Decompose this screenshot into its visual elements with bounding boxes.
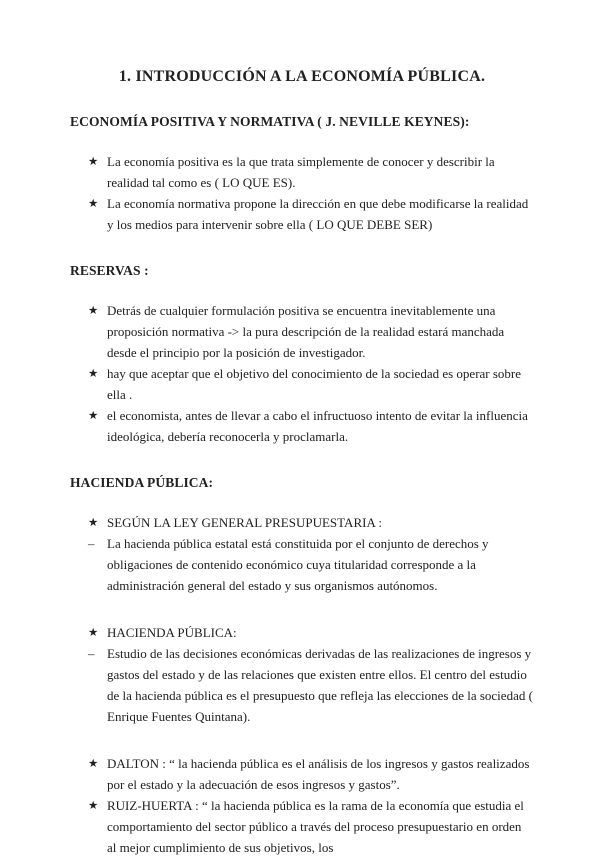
star-bullet-icon: ★ xyxy=(88,366,99,380)
section-heading: RESERVAS : xyxy=(70,263,149,278)
bullet-list xyxy=(70,622,534,727)
item-text: Estudio de las decisiones económicas derivadas de las realizaciones de ingresos y gastos del estado y de las relaciones que existen entre ellos. El centro del estudio de la hacienda pública es el presupuesto que refleja las elecciones de la sociedad ( Enrique Fuentes Quintana). xyxy=(107,646,533,724)
list-item xyxy=(70,795,534,858)
item-text: La hacienda pública estatal está constituida por el conjunto de derechos y obligaciones de contenido económico cuya titularidad corresponde a la administración general del estado y sus organismos autónomos. xyxy=(107,536,489,593)
list-item xyxy=(70,405,534,447)
list-item xyxy=(70,512,534,533)
item-text: SEGÚN LA LEY GENERAL PRESUPUESTARIA : xyxy=(107,515,382,530)
star-bullet-icon: ★ xyxy=(88,756,99,770)
item-text: La economía positiva es la que trata simplemente de conocer y describir la realidad tal como es ( LO QUE ES). xyxy=(107,154,495,190)
star-bullet-icon: ★ xyxy=(88,154,99,168)
section-heading: HACIENDA PÚBLICA: xyxy=(70,475,214,490)
star-bullet-icon: ★ xyxy=(88,196,99,210)
star-bullet-icon: ★ xyxy=(88,798,99,812)
dash-bullet: – xyxy=(88,646,95,661)
dash-bullet: – xyxy=(88,536,95,551)
section-reservas xyxy=(70,263,534,447)
section-economia-positiva-normativa xyxy=(70,114,534,235)
item-text: hay que aceptar que el objetivo del conocimiento de la sociedad es operar sobre ella . xyxy=(107,366,522,402)
item-text: HACIENDA PÚBLICA: xyxy=(107,625,237,640)
bullet-list xyxy=(70,151,534,235)
list-item xyxy=(70,193,534,235)
list-item xyxy=(70,533,534,596)
item-text: el economista, antes de llevar a cabo el infructuoso intento de evitar la influencia ideológica, debería reconocerla y proclamarla. xyxy=(107,408,528,444)
bullet-list xyxy=(70,300,534,447)
star-bullet-icon: ★ xyxy=(88,515,99,529)
item-text: RUIZ-HUERTA : “ la hacienda pública es la rama de la economía que estudia el comportamiento del sector público a través del proceso presupuestario en orden al mejor cumplimiento de sus objetivos, los xyxy=(107,798,524,855)
list-item xyxy=(70,363,534,405)
list-item xyxy=(70,151,534,193)
section-hacienda-publica xyxy=(70,475,534,858)
list-item xyxy=(70,300,534,363)
page-title: 1. INTRODUCCIÓN A LA ECONOMÍA PÚBLICA. xyxy=(118,68,486,85)
list-item xyxy=(70,753,534,795)
bullet-list xyxy=(70,753,534,858)
star-bullet-icon: ★ xyxy=(88,625,99,639)
item-text: La economía normativa propone la dirección en que debe modificarse la realidad y los medios para intervenir sobre ella ( LO QUE DEBE SER) xyxy=(107,196,529,232)
list-item xyxy=(70,643,534,727)
item-text: Detrás de cualquier formulación positiva se encuentra inevitablemente una proposición normativa -> la pura descripción de la realidad estará manchada desde el principio por la posición de investigador. xyxy=(107,303,505,360)
star-bullet-icon: ★ xyxy=(88,408,99,422)
list-item xyxy=(70,622,534,643)
section-heading: ECONOMÍA POSITIVA Y NORMATIVA ( J. NEVILLE KEYNES): xyxy=(70,114,470,129)
star-bullet-icon: ★ xyxy=(88,303,99,317)
item-text: DALTON : “ la hacienda pública es el análisis de los ingresos y gastos realizados por el estado y la adecuación de esos ingresos y gastos”. xyxy=(107,756,530,792)
bullet-list xyxy=(70,512,534,596)
